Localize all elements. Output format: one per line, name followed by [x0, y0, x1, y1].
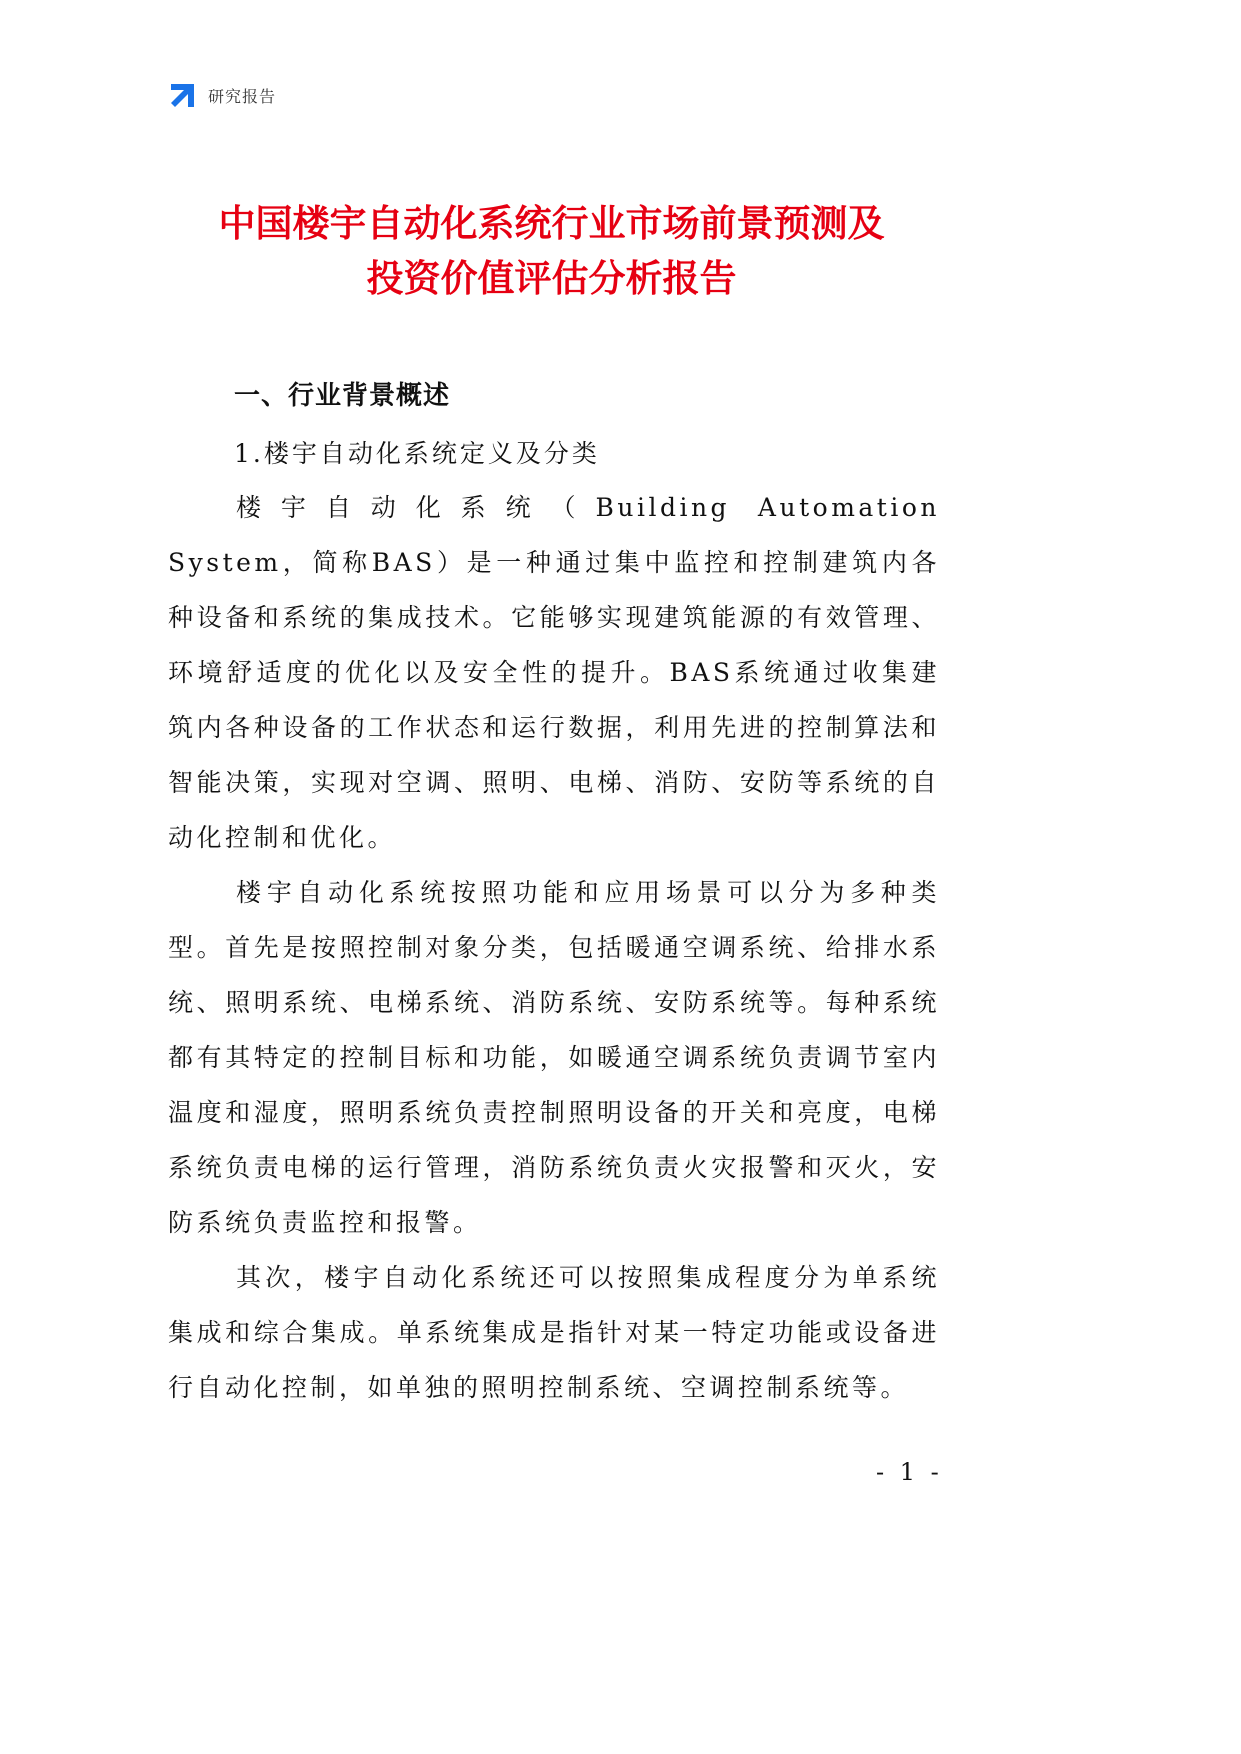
- header-label: 研究报告: [208, 86, 277, 106]
- section-heading: 一、行业背景概述: [234, 381, 451, 411]
- paragraph-definition: 楼宇自动化系统（Building Automation System，简称BAS）是一种通过集中监控和控制建筑内各种设备和系统的集成技术。它能够实现建筑能源的有效管理、环境舒适度的优化以及安全性的提升。BAS系统通过收集建筑内各种设备的工作状态和运行数据，利用先进的控制算法和智能决策，实现对空调、照明、电梯、消防、安防等系统的自动化控制和优化。: [168, 493, 940, 852]
- title-line-1: 中国楼宇自动化系统行业市场前景预测及: [218, 202, 885, 245]
- paragraph-classification: 楼宇自动化系统按照功能和应用场景可以分为多种类型。首先是按照控制对象分类，包括暖通空调系统、给排水系统、照明系统、电梯系统、消防系统、安防系统等。每种系统都有其特定的控制目标和功能，如暖通空调系统负责调节室内温度和湿度，照明系统负责控制照明设备的开关和亮度，电梯系统负责电梯的运行管理，消防系统负责火灾报警和灭火，安防系统负责监控和报警。: [168, 878, 940, 1237]
- arrow-up-right-icon: [168, 80, 198, 110]
- title-line-2: 投资价值评估分析报告: [366, 257, 737, 300]
- report-title: [120, 196, 983, 306]
- page-number: - 1 -: [876, 1458, 943, 1486]
- paragraph-integration: 其次，楼宇自动化系统还可以按照集成程度分为单系统集成和综合集成。单系统集成是指针对某一特定功能或设备进行自动化控制，如单独的照明控制系统、空调控制系统等。: [168, 1263, 940, 1402]
- page-header: [168, 80, 276, 110]
- subsection-heading: 1.楼宇自动化系统定义及分类: [234, 439, 600, 468]
